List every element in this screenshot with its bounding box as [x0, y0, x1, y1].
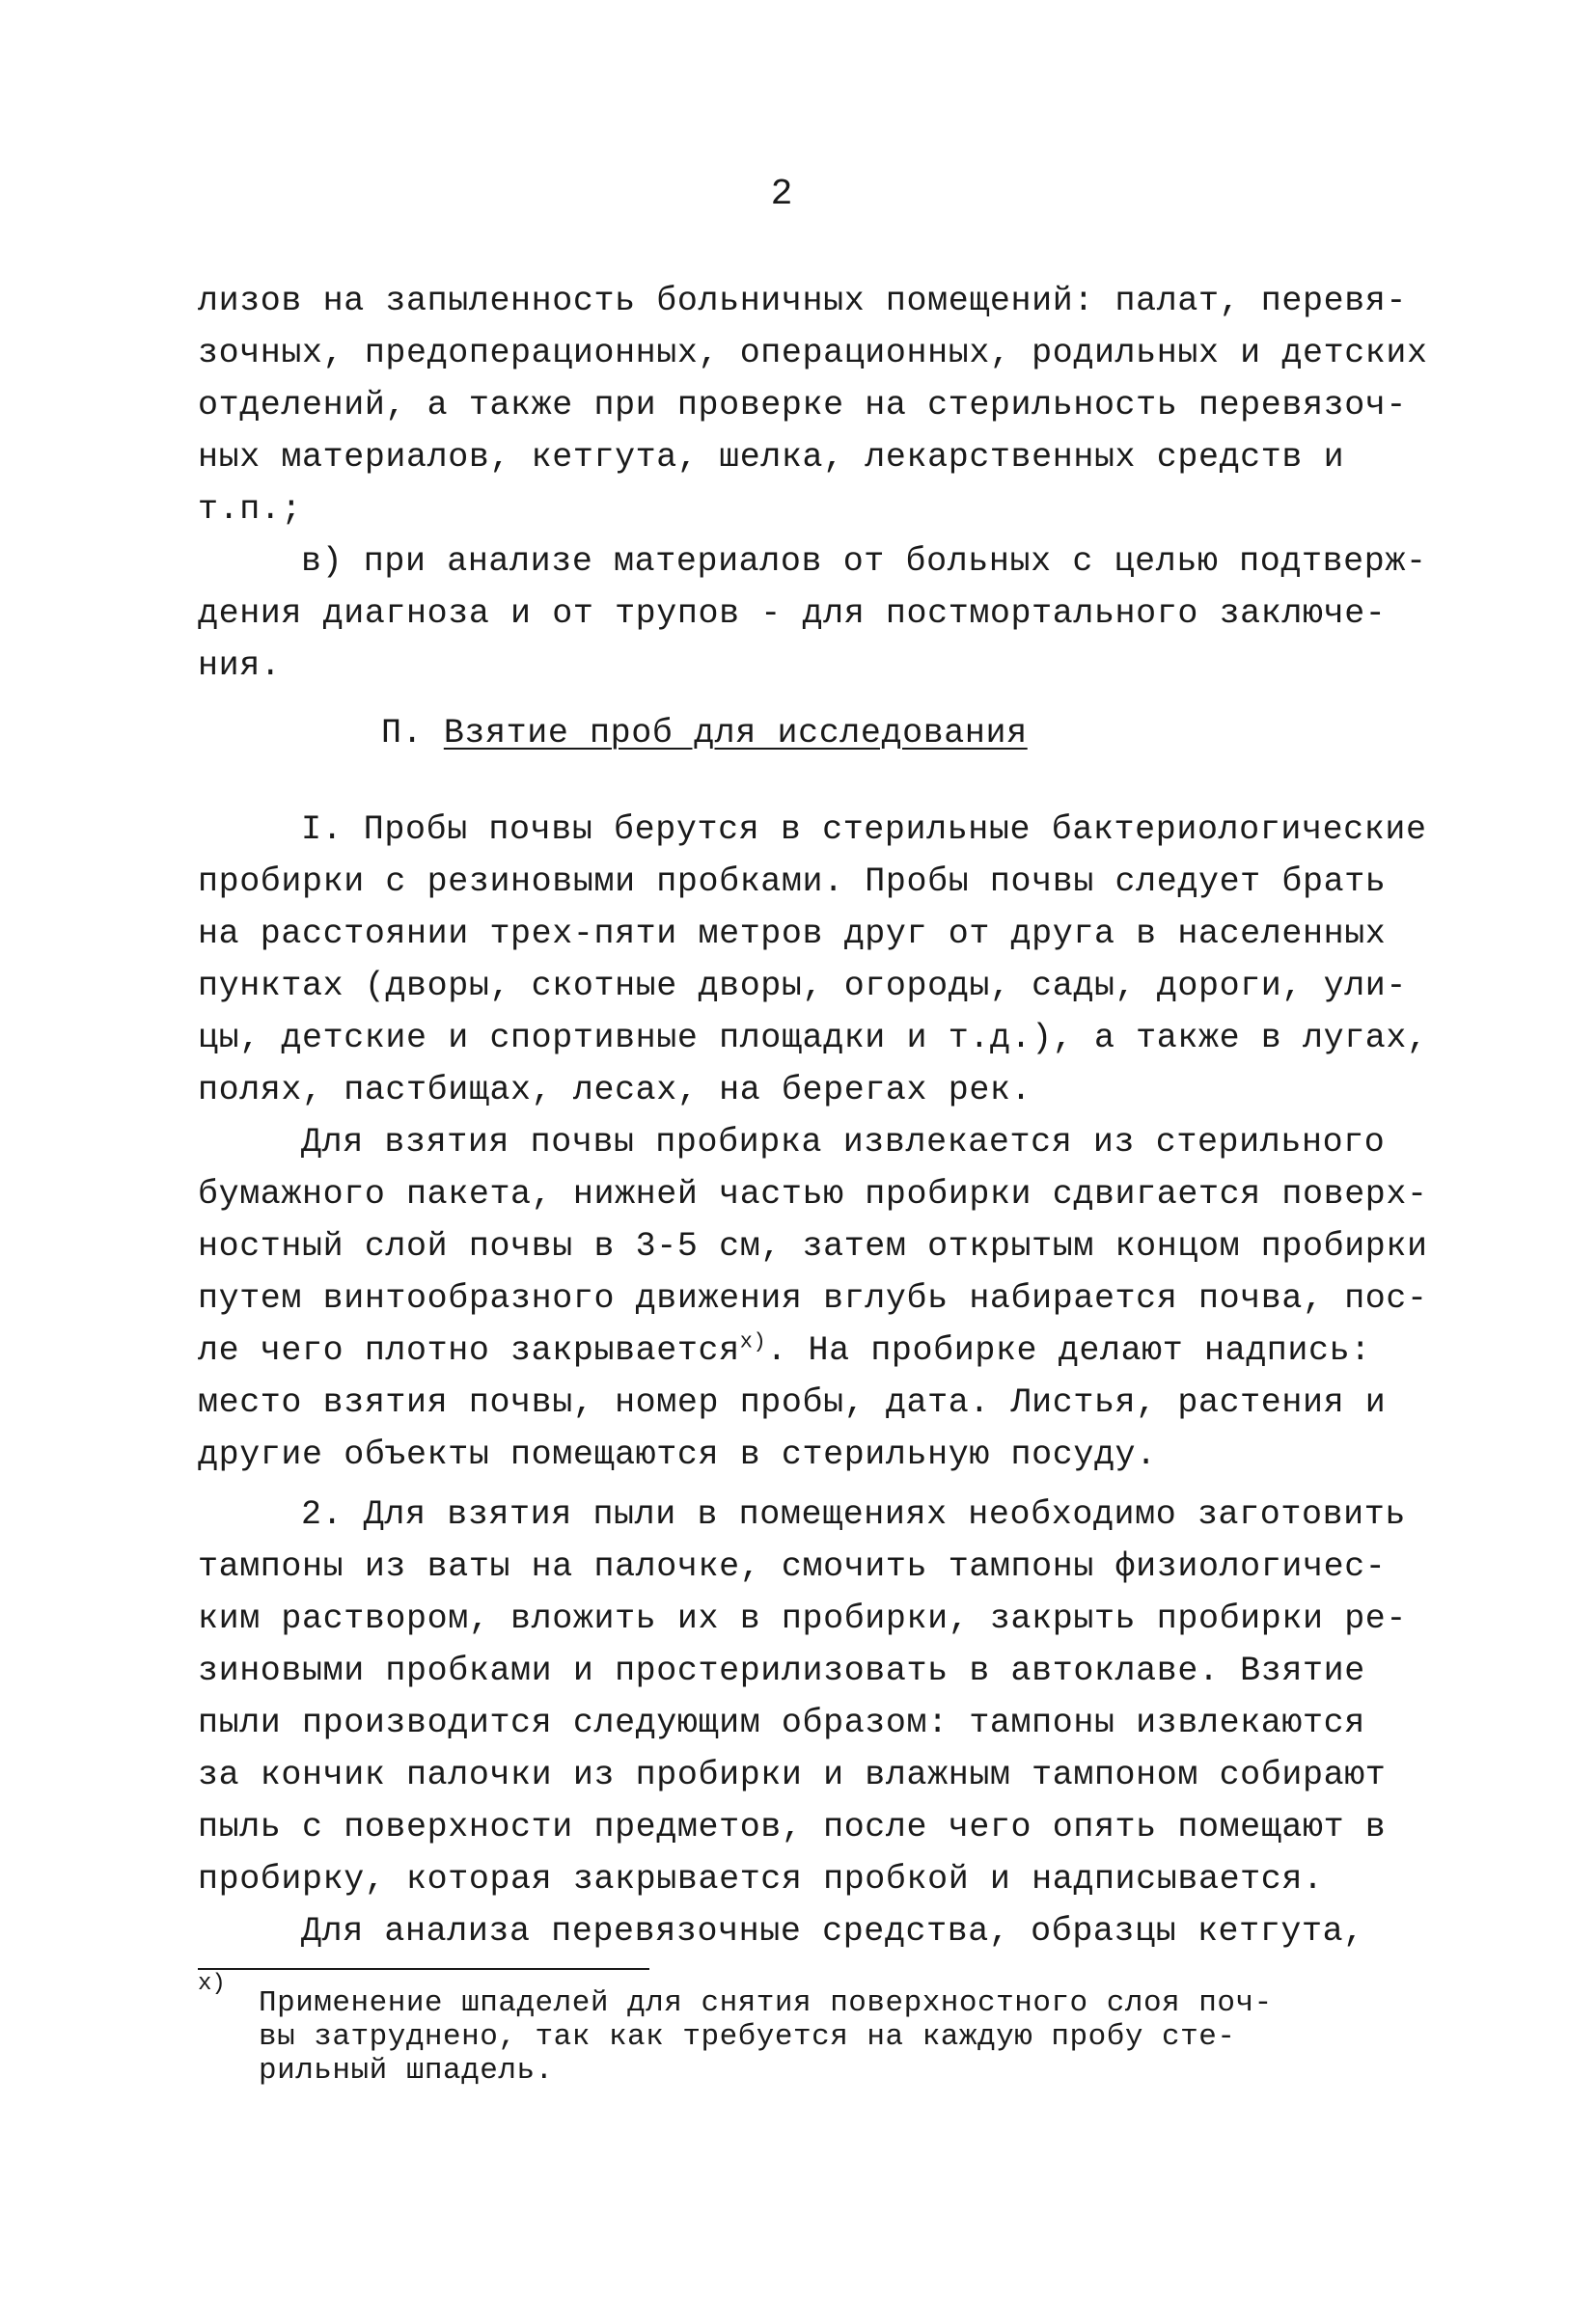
text-line: 2. Для взятия пыли в помещениях необходимо заготовить: [301, 1495, 1406, 1534]
text-line: дения диагноза и от трупов - для постмортального заключе-: [198, 594, 1387, 633]
text-line: тампоны из ваты на палочке, смочить тампоны физиологичес-: [198, 1547, 1387, 1586]
footnote-line: Применение шпаделей для снятия поверхностного слоя поч-: [259, 1986, 1273, 2020]
text-line: пыли производится следующим образом: тампоны извлекаются: [198, 1704, 1365, 1742]
text-line: ким раствором, вложить их в пробирки, закрыть пробирки ре-: [198, 1599, 1407, 1638]
text-line: ных материалов, кетгута, шелка, лекарственных средств и: [198, 438, 1345, 477]
text-line: Для анализа перевязочные средства, образцы кетгута,: [301, 1912, 1364, 1951]
text-line: бумажного пакета, нижней частью пробирки сдвигается поверх-: [198, 1175, 1428, 1214]
footnote-marker: x): [198, 1971, 226, 1997]
section-numeral: П.: [381, 714, 424, 752]
text-line: пробирки с резиновыми пробками. Пробы почвы следует брать: [198, 862, 1387, 901]
text-line: зиновыми пробками и простерилизовать в автоклаве. Взятие: [198, 1652, 1365, 1690]
section-title: Взятие проб для исследования: [443, 714, 1028, 752]
text-line: цы, детские и спортивные площадки и т.д.), а также в лугах,: [198, 1019, 1428, 1057]
footnote-line: рильный шпадель.: [259, 2054, 554, 2088]
footnote-line: вы затруднено, так как требуется на каждую пробу сте-: [259, 2020, 1236, 2054]
text-line: лизов на запыленность больничных помещений: палат, перевя-: [198, 282, 1407, 320]
text-line: другие объекты помещаются в стерильную посуду.: [198, 1435, 1157, 1474]
footnote-divider: [198, 1968, 649, 1970]
text-line: ностный слой почвы в 3-5 см, затем открытым концом пробирки: [198, 1227, 1428, 1266]
text-line: Для взятия почвы пробирка извлекается из стерильного: [301, 1123, 1386, 1162]
text-line: полях, пастбищах, лесах, на берегах рек.: [198, 1071, 1032, 1109]
text-line: пунктах (дворы, скотные дворы, огороды, сады, дороги, ули-: [198, 967, 1407, 1005]
page-number: 2: [770, 174, 793, 215]
text-line: за кончик палочки из пробирки и влажным тампоном собирают: [198, 1756, 1387, 1794]
section-heading: [381, 714, 1028, 752]
footnote-reference: x): [739, 1329, 767, 1354]
text-line: зочных, предоперационных, операционных, родильных и детских: [198, 334, 1428, 372]
text-fragment: . На пробирке делают надпись:: [766, 1331, 1371, 1370]
text-line: I. Пробы почвы берутся в стерильные бактериологические: [301, 810, 1427, 849]
text-line: путем винтообразного движения вглубь набирается почва, пос-: [198, 1279, 1428, 1318]
text-line: пробирку, которая закрывается пробкой и надписывается.: [198, 1860, 1324, 1899]
text-line: т.п.;: [198, 490, 303, 529]
text-fragment: ле чего плотно закрывается: [198, 1331, 740, 1370]
text-line: место взятия почвы, номер пробы, дата. Листья, растения и: [198, 1383, 1387, 1422]
text-line: пыль с поверхности предметов, после чего опять помещают в: [198, 1808, 1387, 1846]
text-line: ния.: [198, 646, 282, 685]
text-line-with-footnote-ref: [198, 1331, 1371, 1370]
text-line: в) при анализе материалов от больных с целью подтверж-: [301, 542, 1427, 581]
text-line: на расстоянии трех-пяти метров друг от друга в населенных: [198, 915, 1387, 953]
text-line: отделений, а также при проверке на стерильность перевязоч-: [198, 386, 1407, 424]
